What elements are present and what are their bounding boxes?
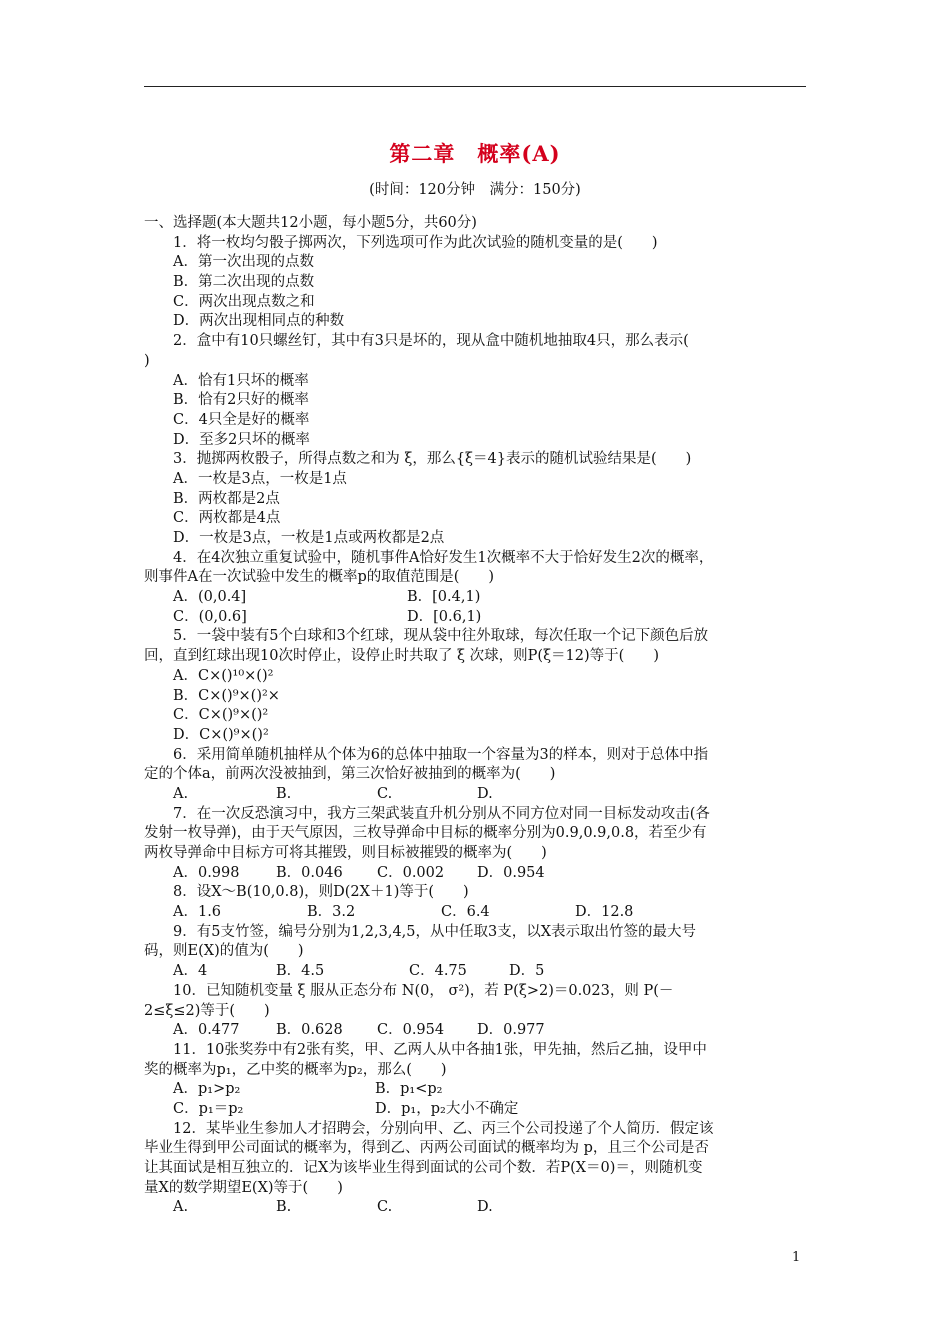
option: D．5 [509, 963, 545, 980]
option-row [144, 903, 806, 923]
option: D. [477, 785, 493, 802]
option: A. [173, 1199, 189, 1216]
option-row [144, 1080, 806, 1100]
question-5-cont: 回，直到红球出现10次时停止，设停止时共取了 ξ 次球，则P(ξ＝12)等于( ) [144, 648, 659, 665]
question-9-cont: 码，则E(X)的值为( ) [144, 943, 304, 960]
option: B．4.5 [276, 963, 325, 980]
option-row [144, 864, 806, 884]
option: C．两次出现点数之和 [173, 293, 315, 310]
question-12-cont: 毕业生得到甲公司面试的概率为，得到乙、丙两公司面试的概率均为 p，且三个公司是否 [144, 1140, 709, 1157]
question-body [144, 214, 806, 1218]
option: C. [377, 785, 393, 802]
option: A．恰有1只坏的概率 [173, 372, 309, 389]
option: A．4 [173, 963, 208, 980]
question-12-cont: 让其面试是相互独立的．记X为该毕业生得到面试的公司个数．若P(X＝0)＝，则随机变 [144, 1160, 703, 1176]
option: A．1.6 [173, 904, 222, 921]
section-heading: 一、选择题(本大题共12小题，每小题5分，共60分) [144, 215, 477, 231]
question-3: 3．抛掷两枚骰子，所得点数之和为 ξ，那么{ξ＝4}表示的随机试验结果是( ) [173, 451, 692, 468]
page-number: 1 [792, 1250, 801, 1265]
option-row [144, 1021, 806, 1041]
question-9: 9．有5支竹签，编号分别为1,2,3,4,5，从中任取3支，以X表示取出竹签的最大号 [173, 923, 697, 940]
option: C. [377, 1199, 393, 1216]
question-4: 4．在4次独立重复试验中，随机事件A恰好发生1次概率不大于恰好发生2次的概率， [173, 549, 714, 566]
option: C．6.4 [441, 904, 490, 921]
option: B．0.046 [276, 864, 343, 881]
option-row [144, 1198, 806, 1218]
option: D．12.8 [575, 904, 634, 921]
question-6-cont: 定的个体a，前两次没被抽到，第三次恰好被抽到的概率为( ) [144, 766, 556, 783]
option: C．C×()⁹×()² [173, 707, 269, 724]
option: D．C×()⁹×()² [173, 726, 269, 743]
option: B．C×()⁹×()²× [173, 687, 280, 704]
question-7-cont: 两枚导弹命中目标方可将其摧毁，则目标被摧毁的概率为( ) [144, 845, 547, 861]
option: B．3.2 [307, 904, 356, 921]
question-4-cont: 则事件A在一次试验中发生的概率p的取值范围是( ) [144, 569, 495, 586]
option: A．(0,0.4] [173, 589, 247, 606]
option: B．[0.4,1) [407, 589, 481, 606]
option: A．p₁>p₂ [173, 1081, 241, 1098]
option-row [144, 608, 806, 628]
option: A．C×()¹⁰×()² [173, 667, 274, 684]
question-12: 12．某毕业生参加人才招聘会，分别向甲、乙、丙三个公司投递了个人简历．假定该 [173, 1120, 714, 1137]
option: A．0.477 [173, 1022, 240, 1039]
option: D．一枚是3点，一枚是1点或两枚都是2点 [173, 530, 445, 546]
option: C．4.75 [409, 963, 467, 980]
option: D．p₁，p₂大小不确定 [375, 1100, 519, 1117]
option: B．0.628 [276, 1022, 343, 1039]
question-10-cont: 2≤ξ≤2)等于( ) [144, 1002, 270, 1019]
option: C．0.002 [377, 864, 445, 881]
option: C．两枚都是4点 [173, 510, 281, 527]
option: D．至多2只坏的概率 [173, 431, 310, 448]
option: A．一枚是3点，一枚是1点 [173, 470, 347, 487]
option: B．第二次出现的点数 [173, 274, 315, 291]
question-10: 10．已知随机变量 ξ 服从正态分布 N(0， σ²)，若 P(ξ>2)＝0.023，则 P(－ [173, 982, 674, 999]
question-7: 7．在一次反恐演习中，我方三架武装直升机分别从不同方位对同一目标发动攻击(各 [173, 805, 710, 822]
option: B．p₁<p₂ [375, 1081, 443, 1098]
question-6: 6．采用简单随机抽样从个体为6的总体中抽取一个容量为3的样本，则对于总体中指 [173, 746, 709, 763]
option: C．(0,0.6] [173, 608, 247, 625]
header-rule [144, 86, 806, 87]
exam-info: (时间：120分钟 满分：150分) [369, 182, 581, 198]
option: C．0.954 [377, 1022, 445, 1039]
chapter-title: 第二章 概率(A) [389, 141, 561, 166]
question-11: 11．10张奖券中有2张有奖，甲、乙两人从中各抽1张，甲先抽，然后乙抽，设甲中 [173, 1041, 707, 1058]
option-row [144, 785, 806, 805]
question-1: 1．将一枚均匀骰子掷两次，下列选项可作为此次试验的随机变量的是( ) [173, 234, 658, 251]
question-7-cont: 发射一枚导弹)，由于天气原因，三枚导弹命中目标的概率分别为0.9,0.9,0.8，若至少有 [144, 825, 707, 842]
option-row [144, 588, 806, 608]
option: B．恰有2只好的概率 [173, 392, 309, 409]
option: B．两枚都是2点 [173, 490, 280, 507]
option: B. [276, 1199, 292, 1216]
option: A．第一次出现的点数 [173, 254, 314, 271]
option: D．0.954 [477, 864, 545, 881]
option-row [144, 1100, 806, 1120]
option: B. [276, 785, 292, 802]
question-12-cont: 量X的数学期望E(X)等于( ) [144, 1179, 343, 1196]
option: C．4只全是好的概率 [173, 411, 310, 428]
question-2: 2．盒中有10只螺丝钉，其中有3只是坏的，现从盒中随机地抽取4只，那么表示( [173, 333, 689, 350]
question-5: 5．一袋中装有5个白球和3个红球，现从袋中往外取球，每次任取一个记下颜色后放 [173, 628, 709, 645]
option: A. [173, 785, 189, 802]
option: D．0.977 [477, 1022, 545, 1039]
question-8: 8．设X～B(10,0.8)，则D(2X＋1)等于( ) [173, 884, 469, 901]
option: A．0.998 [173, 864, 240, 881]
option-row [144, 962, 806, 982]
question-2-cont: ) [144, 352, 150, 369]
option: D．[0.6,1) [407, 608, 482, 625]
option: C．p₁＝p₂ [173, 1100, 244, 1117]
option: D. [477, 1199, 493, 1216]
question-11-cont: 奖的概率为p₁，乙中奖的概率为p₂，那么( ) [144, 1061, 447, 1078]
option: D．两次出现相同点的种数 [173, 313, 345, 330]
